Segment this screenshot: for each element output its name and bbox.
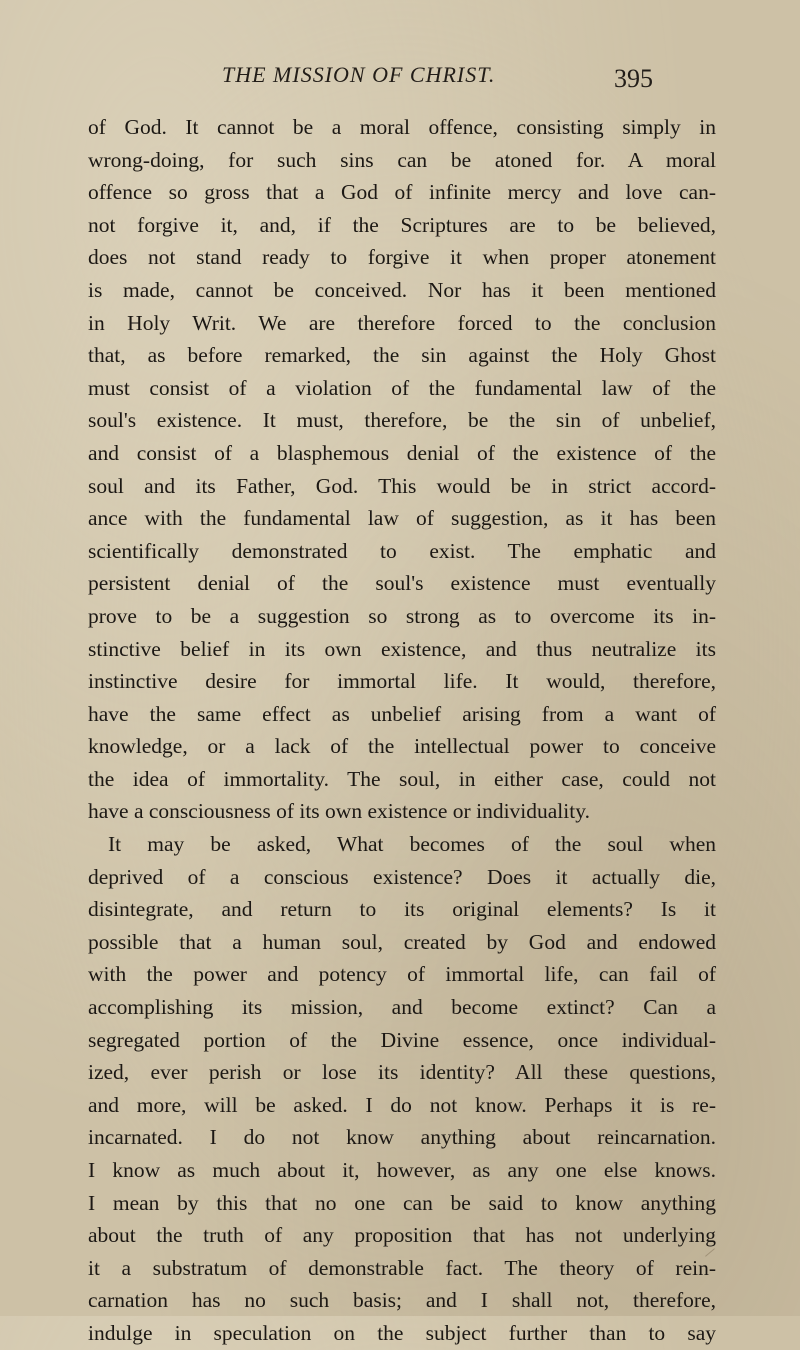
text-line: must consist of a violation of the fundamental law of the [88,375,716,400]
text-line: carnation has no such basis; and I shall not, therefore, [88,1288,716,1313]
running-title: THE MISSION OF CHRIST. [222,62,496,87]
text-line: I mean by this that no one can be said to know anything [88,1190,716,1215]
text-line: wrong-doing, for such sins can be atoned for. A moral [88,147,716,172]
text-line: and more, will be asked. I do not know. Perhaps it is re- [88,1092,716,1117]
text-line: about the truth of any proposition that has not underlying [88,1223,716,1248]
text-line: incarnated. I do not know anything about reincarnation. [88,1125,716,1150]
text-line: I know as much about it, however, as any one else knows. [88,1158,716,1182]
text-line: in Holy Writ. We are therefore forced to the conclusion [88,310,716,335]
text-line: knowledge, or a lack of the intellectual power to conceive [88,734,716,759]
text-line: disintegrate, and return to its original elements? Is it [88,897,716,922]
text-line: instinctive desire for immortal life. It would, therefore, [88,669,716,694]
text-line: stinctive belief in its own existence, and thus neutralize its [88,636,716,661]
text-line: it a substratum of demonstrable fact. The theory of rein- [88,1255,716,1280]
text-line: deprived of a conscious existence? Does it actually die, [88,864,716,889]
text-line: It may be asked, What becomes of the soul when [108,832,716,857]
text-line: segregated portion of the Divine essence, once individual- [88,1027,716,1052]
text-line: the idea of immortality. The soul, in either case, could not [88,766,716,791]
text-line: with the power and potency of immortal life, can fail of [88,962,716,987]
text-line: accomplishing its mission, and become extinct? Can a [88,995,716,1020]
text-line: soul and its Father, God. This would be in strict accord- [88,473,716,498]
text-line: ized, ever perish or lose its identity? All these questions, [88,1060,716,1085]
text-line: and consist of a blasphemous denial of the existence of the [88,440,716,465]
text-line: is made, cannot be conceived. Nor has it been mentioned [88,277,716,302]
text-line: does not stand ready to forgive it when proper atonement [88,245,716,270]
text-line: have the same effect as unbelief arising from a want of [88,701,716,726]
page-number: 395 [614,64,653,93]
text-line: persistent denial of the soul's existence must eventually [88,571,716,596]
text-line: of God. It cannot be a moral offence, consisting simply in [88,115,716,139]
body-text [88,111,716,1350]
text-line: scientifically demonstrated to exist. The emphatic and [88,538,716,563]
text-line: soul's existence. It must, therefore, be the sin of unbelief, [88,408,716,433]
text-line: not forgive it, and, if the Scriptures are to be believed, [88,212,716,237]
text-line: have a consciousness of its own existence or individuality. [88,799,590,824]
text-line: possible that a human soul, created by God and endowed [88,929,716,954]
text-line: indulge in speculation on the subject further than to say [88,1320,716,1345]
text-line: ance with the fundamental law of suggestion, as it has been [88,506,716,531]
text-line: that, as before remarked, the sin against the Holy Ghost [88,343,716,368]
text-line: offence so gross that a God of infinite mercy and love can- [88,180,716,205]
text-line: prove to be a suggestion so strong as to overcome its in- [88,603,716,628]
